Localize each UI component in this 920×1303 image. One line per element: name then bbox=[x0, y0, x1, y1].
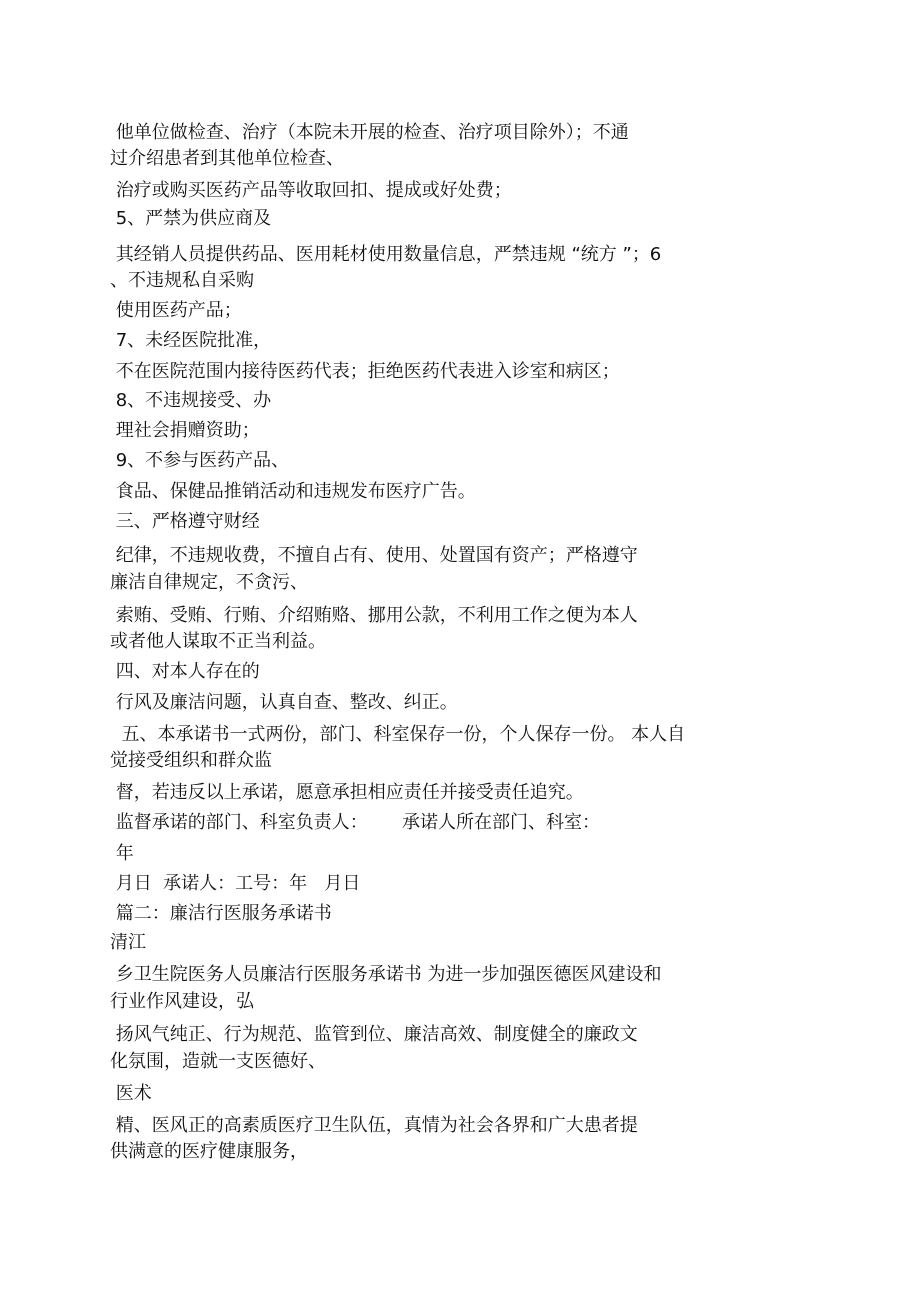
text-line: 三、严格遵守财经 bbox=[110, 511, 260, 532]
text-line: 7、未经医院批准， bbox=[110, 330, 272, 351]
text-line: 监督承诺的部门、科室负责人： 承诺人所在部门、科室： bbox=[110, 812, 601, 833]
text-line: 篇二：廉洁行医服务承诺书 bbox=[110, 903, 332, 924]
text-line: 食品、保健品推销活动和违规发布医疗广告。 bbox=[110, 481, 476, 502]
text-line: 年 bbox=[110, 843, 134, 864]
text-line: 5、严禁为供应商及 bbox=[110, 208, 272, 229]
text-line: 治疗或购买医药产品等收取回扣、提成或好处费； bbox=[110, 180, 512, 201]
text-line: 清江 bbox=[110, 932, 146, 953]
text-line: 、不违规私自采购 bbox=[110, 270, 254, 291]
text-line: 纪律，不违规收费，不擅自占有、使用、处置国有资产；严格遵守 bbox=[110, 545, 638, 566]
text-line: 月日 承诺人：工号：年 月日 bbox=[110, 873, 361, 894]
text-line: 9、不参与医药产品、 bbox=[110, 450, 290, 471]
text-line: 理社会捐赠资助； bbox=[110, 420, 260, 441]
text-line: 行业作风建设，弘 bbox=[110, 991, 254, 1012]
text-line: 其经销人员提供药品、医用耗材使用数量信息，严禁违规 “统方 ”；6 bbox=[110, 244, 662, 265]
text-line: 索贿、受贿、行贿、介绍贿赂、挪用公款，不利用工作之便为本人 bbox=[110, 605, 638, 626]
text-line: 督，若违反以上承诺，愿意承担相应责任并接受责任追究。 bbox=[110, 782, 584, 803]
text-line: 或者他人谋取不正当利益。 bbox=[110, 631, 326, 652]
text-line: 廉洁自律规定，不贪污、 bbox=[110, 572, 308, 593]
text-line: 供满意的医疗健康服务， bbox=[110, 1141, 308, 1162]
text-line: 乡卫生院医务人员廉洁行医服务承诺书 为进一步加强医德医风建设和 bbox=[110, 964, 662, 985]
text-line: 四、对本人存在的 bbox=[110, 661, 260, 682]
text-line: 8、不违规接受、办 bbox=[110, 390, 272, 411]
text-line: 扬风气纯正、行为规范、监管到位、廉洁高效、制度健全的廉政文 bbox=[110, 1024, 638, 1045]
text-line: 不在医院范围内接待医药代表；拒绝医药代表进入诊室和病区； bbox=[110, 361, 620, 382]
text-line: 使用医药产品； bbox=[110, 300, 242, 321]
text-line: 精、医风正的高素质医疗卫生队伍，真情为社会各界和广大患者提 bbox=[110, 1115, 638, 1136]
text-line: 过介绍患者到其他单位检查、 bbox=[110, 148, 344, 169]
text-line: 化氛围，造就一支医德好、 bbox=[110, 1051, 326, 1072]
text-line: 觉接受组织和群众监 bbox=[110, 750, 272, 771]
text-line: 五、本承诺书一式两份，部门、科室保存一份，个人保存一份。 本人自 bbox=[110, 724, 686, 745]
text-line: 医术 bbox=[110, 1083, 152, 1104]
text-line: 他单位做检查、治疗（本院未开展的检查、治疗项目除外）；不通 bbox=[110, 122, 629, 143]
text-line: 行风及廉洁问题，认真自查、整改、纠正。 bbox=[110, 692, 458, 713]
